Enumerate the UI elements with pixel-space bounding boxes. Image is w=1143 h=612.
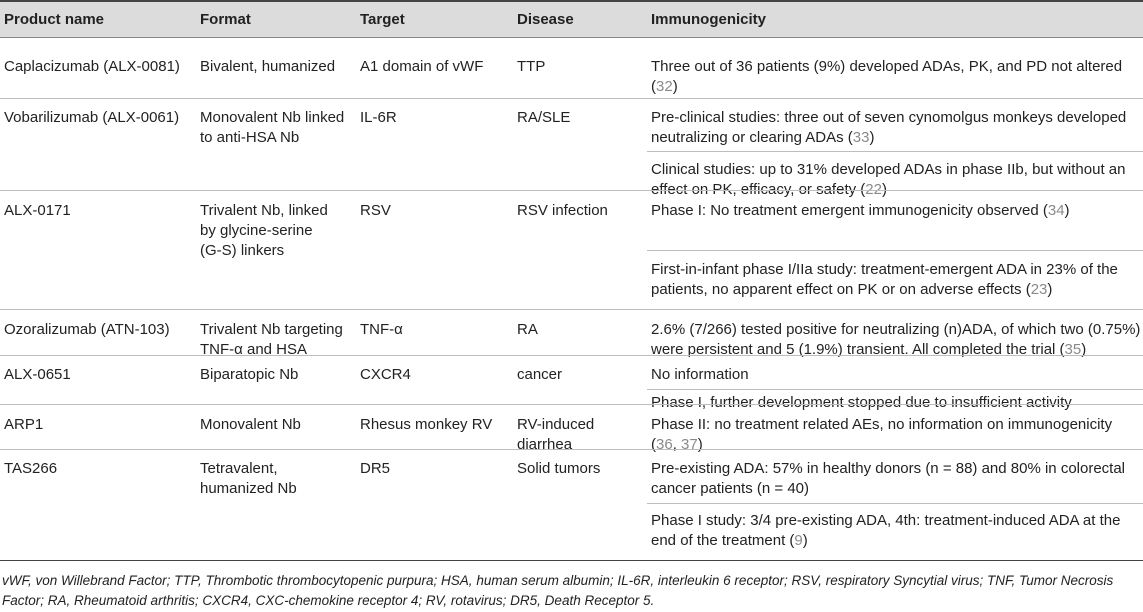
reference-number: 22 (865, 181, 882, 198)
immunogenicity-line (651, 531, 808, 551)
immunogenicity-line (651, 511, 1120, 531)
immunogenicity-text: ) (672, 78, 678, 95)
immunogenicity-line (651, 128, 874, 148)
immunogenicity-text: ( (651, 436, 656, 453)
immunogenicity-text: Phase II: no treatment related AEs, no information on immunogenicity (651, 416, 1113, 433)
reference-number: 9 (794, 532, 803, 549)
row-separator (0, 355, 1143, 356)
footnote-line-1: vWF, von Willebrand Factor; TTP, Thrombotic thrombocytopenic purpura; HSA, human serum albumin; IL-6R, interleukin 6 receptor; RSV, respiratory Syncytial virus; TNF, Tumor Necrosis (2, 573, 1114, 588)
immunogenicity-text: ) (697, 436, 703, 453)
product-name-cell: ALX-0651 (4, 366, 71, 383)
immunogenicity-text: ) (1064, 202, 1070, 219)
target-cell-line: DR5 (360, 460, 391, 477)
target-cell-line: IL-6R (360, 109, 397, 126)
immunogenicity-text: Clinical studies: up to 31% developed ADAs in phase IIb, but without an (651, 161, 1126, 178)
immunogenicity-text: ) (881, 181, 887, 198)
product-name-cell: Caplacizumab (ALX-0081) (4, 58, 180, 75)
sub-row-separator (647, 389, 1143, 390)
product-name-cell: ALX-0171 (4, 202, 71, 219)
disease-cell-line: cancer (517, 366, 563, 383)
target-cell-line: CXCR4 (360, 366, 411, 383)
header-target: Target (360, 11, 405, 28)
row-separator (0, 190, 1143, 191)
immunogenicity-text: end of the treatment ( (651, 532, 795, 549)
table-bottom-rule (0, 560, 1143, 561)
header-format: Format (200, 11, 251, 28)
row-separator (0, 309, 1143, 310)
target-cell-line: Rhesus monkey RV (360, 416, 493, 433)
immunogenicity-text: effect on PK, efficacy, or safety ( (651, 181, 866, 198)
immunogenicity-line (651, 77, 678, 97)
immunogenicity-text: Phase I study: 3/4 pre-existing ADA, 4th: treatment-induced ADA at the (651, 512, 1121, 529)
immunogenicity-text: cancer patients (n = 40) (651, 480, 810, 497)
sub-row-separator (647, 503, 1143, 504)
target-cell-line: A1 domain of vWF (360, 58, 484, 75)
immunogenicity-line (651, 415, 1112, 435)
immunogenicity-text: patients, no apparent effect on PK or on adverse effects ( (651, 281, 1031, 298)
immunogenicity-line (651, 393, 1072, 413)
reference-number: 36 (656, 436, 673, 453)
immunogenicity-line (651, 459, 1125, 479)
immunogenicity-text: Phase I, further development stopped due to insufficient activity (651, 394, 1072, 411)
immunogenicity-line (651, 260, 1118, 280)
format-cell-line: to anti-HSA Nb (200, 129, 300, 146)
immunogenicity-text: Three out of 36 patients (9%) developed ADAs, PK, and PD not altered (651, 58, 1123, 75)
row-separator (0, 449, 1143, 450)
format-cell-line: Trivalent Nb, linked (200, 202, 328, 219)
immunogenicity-line (651, 320, 1140, 340)
format-cell-line: Bivalent, humanized (200, 58, 336, 75)
immunogenicity-line (651, 201, 1070, 221)
disease-cell-line: RSV infection (517, 202, 608, 219)
footnote-line-2: Factor; RA, Rheumatoid arthritis; CXCR4, CXC-chemokine receptor 4; RV, rotavirus; DR5, Death Receptor 5. (2, 593, 655, 608)
reference-number: 37 (681, 436, 698, 453)
immunogenicity-line (651, 479, 809, 499)
row-separator (0, 98, 1143, 99)
format-cell-line: Monovalent Nb (200, 416, 301, 433)
reference-number: 34 (1047, 202, 1065, 219)
reference-number: 35 (1064, 341, 1082, 358)
disease-cell-line: Solid tumors (517, 460, 601, 477)
immunogenicity-text: ) (1047, 281, 1053, 298)
immunogenicity-text: , (672, 436, 682, 453)
immunogenicity-line (651, 340, 1086, 360)
immunogenicity-line (651, 435, 703, 455)
immunogenicity-line (651, 108, 1126, 128)
immunogenicity-text: ) (869, 129, 875, 146)
format-cell-line: Tetravalent, (200, 460, 278, 477)
immunogenicity-text: Phase I: No treatment emergent immunogenicity observed ( (651, 202, 1048, 219)
header-product-name: Product name (4, 11, 105, 28)
product-name-cell: ARP1 (4, 416, 44, 433)
reference-number: 23 (1030, 281, 1048, 298)
sub-row-separator (647, 151, 1143, 152)
product-name-cell: TAS266 (4, 460, 58, 477)
header-immunogenicity: Immunogenicity (651, 11, 767, 28)
format-cell-line: Monovalent Nb linked (200, 109, 345, 126)
immunogenicity-text: were persistent and 5 (1.9%) transient. All completed the trial ( (651, 341, 1065, 358)
immunogenicity-text: Pre-existing ADA: 57% in healthy donors (n = 88) and 80% in colorectal (651, 460, 1126, 477)
format-cell-line: Biparatopic Nb (200, 366, 299, 383)
target-cell-line: TNF-α (360, 321, 403, 338)
immunogenicity-line (651, 365, 749, 385)
immunogenicity-text: ) (1081, 341, 1087, 358)
disease-cell-line: diarrhea (517, 436, 573, 453)
format-cell-line: (G-S) linkers (200, 242, 285, 259)
immunogenicity-line (651, 160, 1125, 180)
immunogenicity-line (651, 280, 1052, 300)
disease-cell-line: RV-induced (517, 416, 595, 433)
immunogenicity-text: ) (802, 532, 808, 549)
header-disease: Disease (517, 11, 574, 28)
product-name-cell: Ozoralizumab (ATN-103) (4, 321, 170, 338)
immunogenicity-text: neutralizing or clearing ADAs ( (651, 129, 853, 146)
immunogenicity-line (651, 57, 1122, 77)
immunogenicity-text: First-in-infant phase I/IIa study: treatment-emergent ADA in 23% of the (651, 261, 1118, 278)
reference-number: 33 (852, 129, 870, 146)
immunogenicity-text: ( (651, 78, 656, 95)
disease-cell-line: TTP (517, 58, 546, 75)
reference-number: 32 (656, 78, 673, 95)
immunogenicity-text: No information (651, 366, 749, 383)
table-header (0, 0, 1143, 38)
sub-row-separator (647, 250, 1143, 251)
format-cell-line: TNF-α and HSA (200, 341, 308, 358)
format-cell-line: Trivalent Nb targeting (200, 321, 343, 338)
target-cell-line: RSV (360, 202, 391, 219)
product-name-cell: Vobarilizumab (ALX-0061) (4, 109, 180, 126)
row-separator (0, 404, 1143, 405)
immunogenicity-text: Pre-clinical studies: three out of seven cynomolgus monkeys developed (651, 109, 1127, 126)
disease-cell-line: RA/SLE (517, 109, 571, 126)
immunogenicity-text: 2.6% (7/266) tested positive for neutralizing (n)ADA, of which two (0.75%) (651, 321, 1141, 338)
disease-cell-line: RA (517, 321, 538, 338)
format-cell-line: humanized Nb (200, 480, 297, 497)
format-cell-line: by glycine-serine (200, 222, 313, 239)
